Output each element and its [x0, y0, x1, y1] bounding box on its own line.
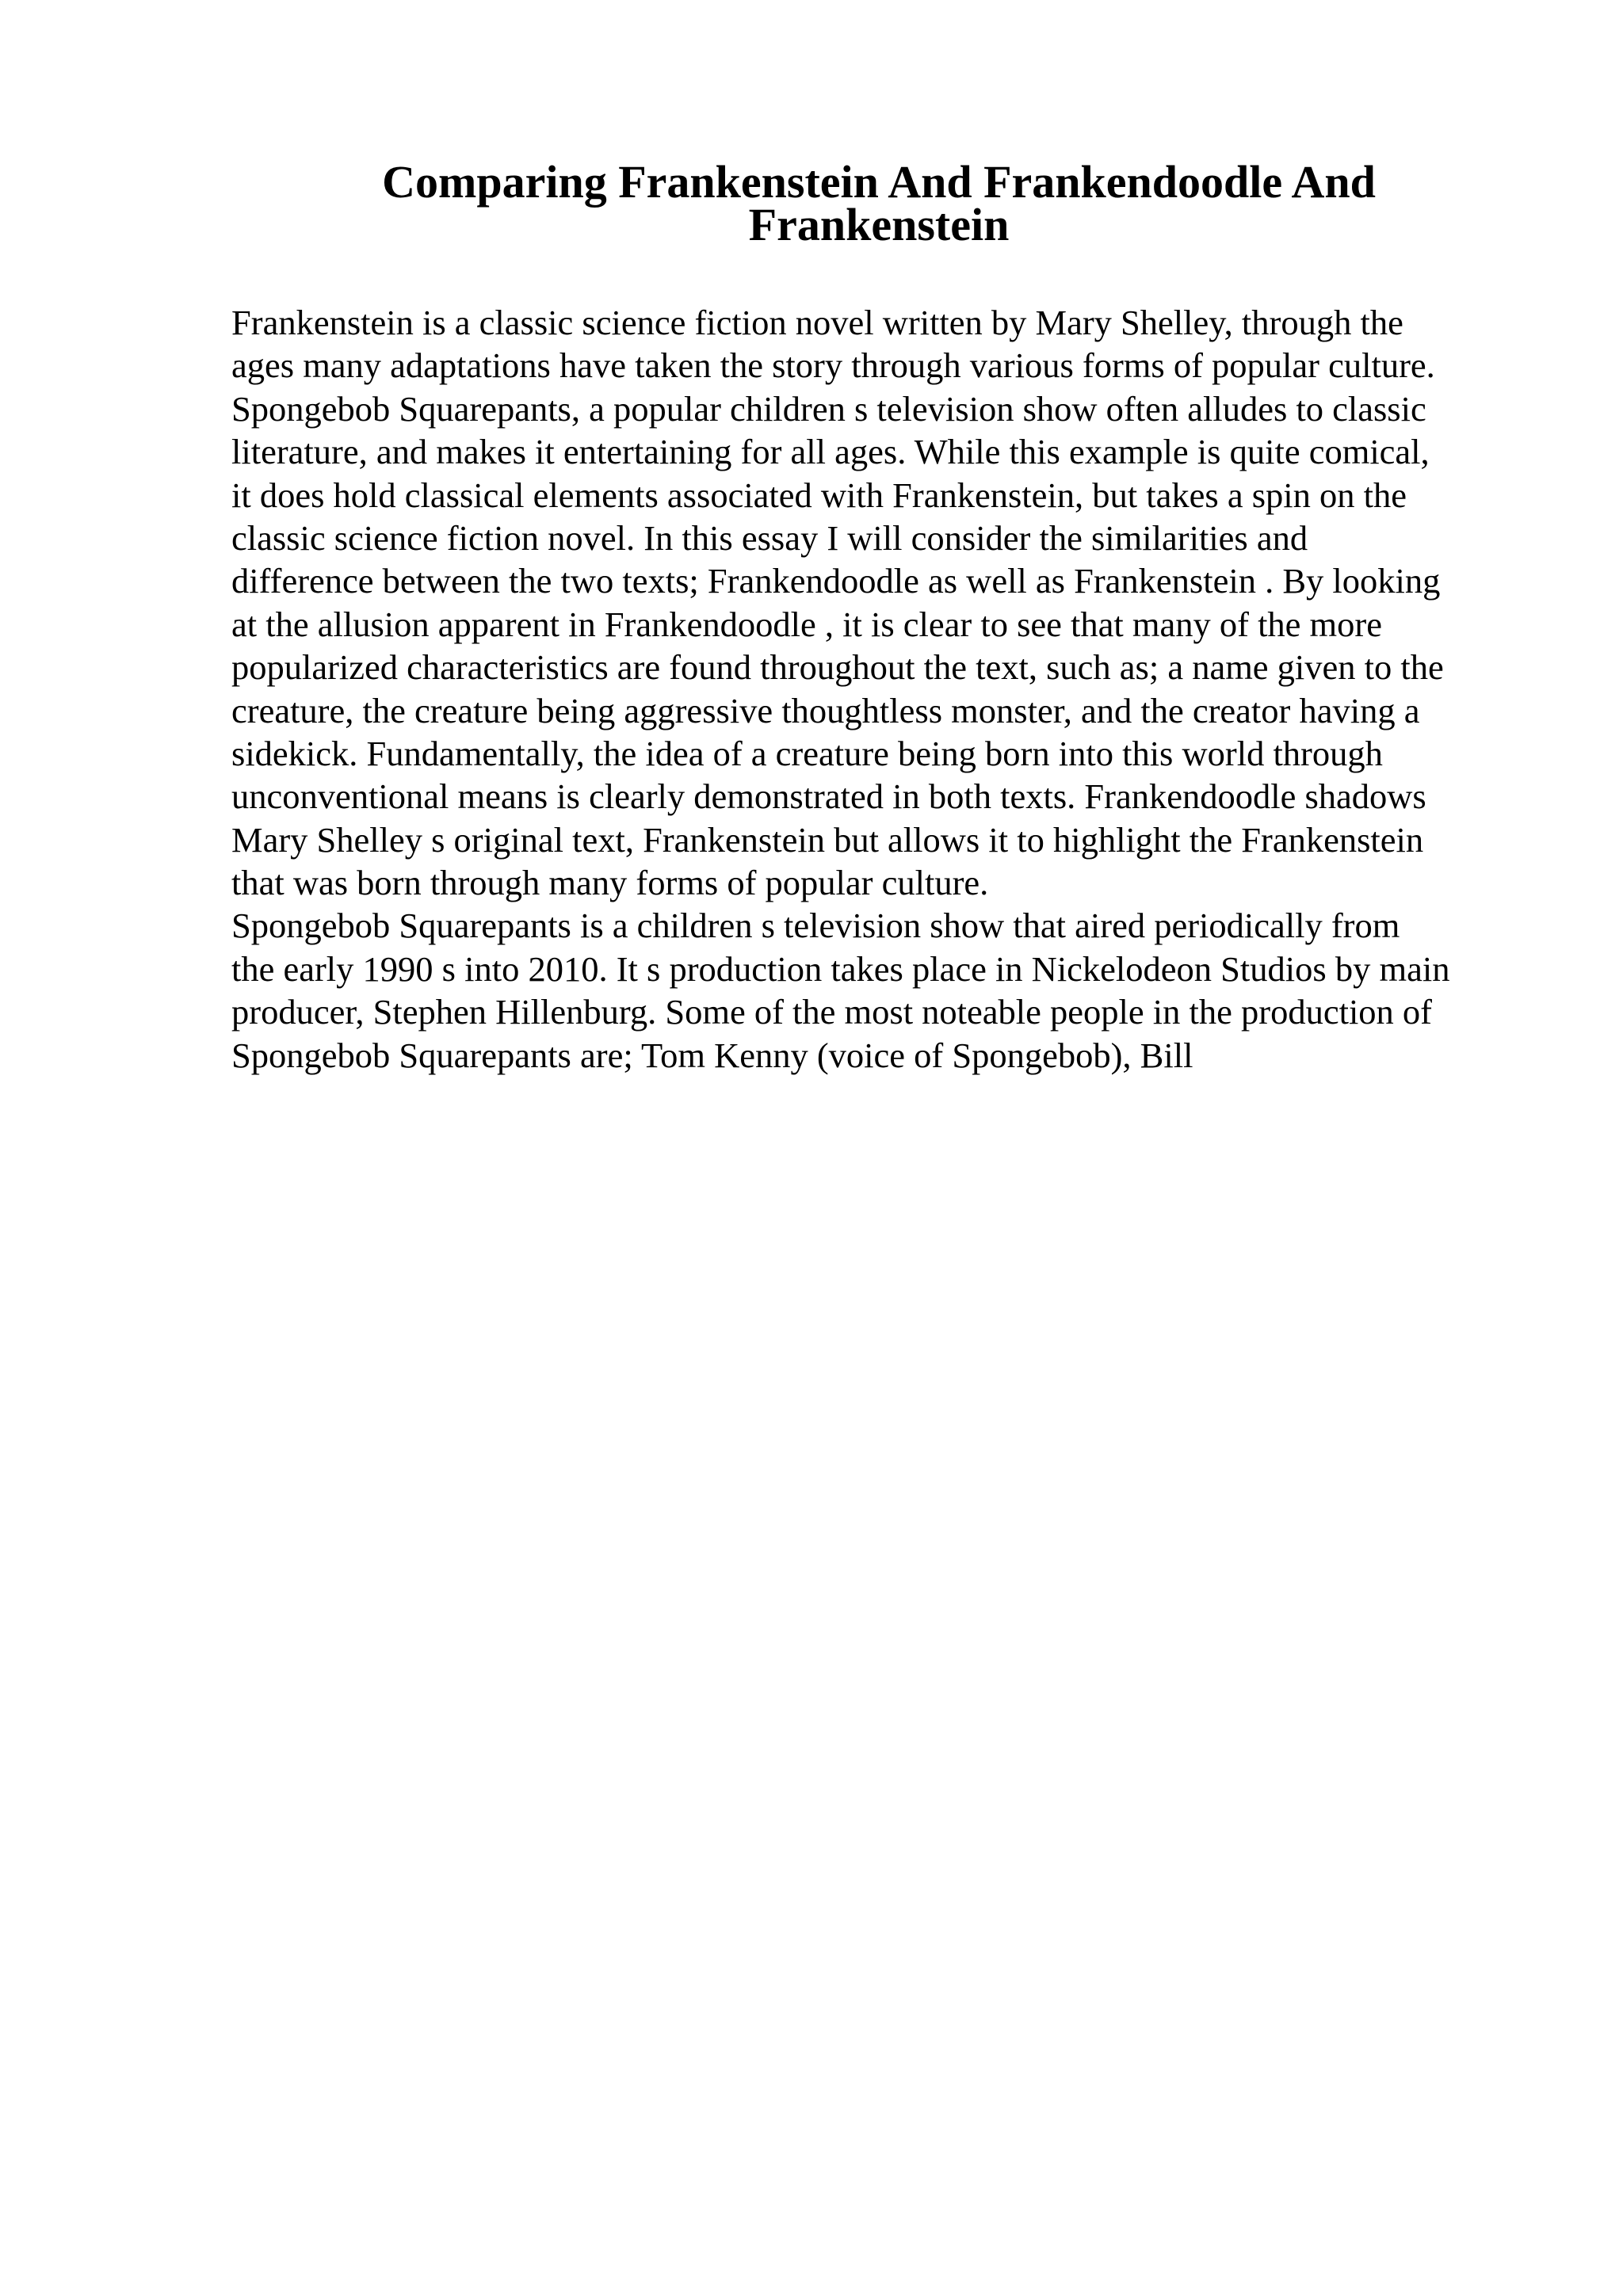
body-line: literature, and makes it entertaining for all ages. While this example is quite comical,	[231, 432, 1430, 472]
body-line: Spongebob Squarepants, a popular children s television show often alludes to classic	[231, 388, 1426, 429]
body-line: classic science fiction novel. In this essay I will consider the similarities and	[231, 517, 1308, 558]
body-line: Spongebob Squarepants is a children s television show that aired periodically from	[231, 906, 1400, 946]
body-line: the early 1990 s into 2010. It s production takes place in Nickelodeon Studios by main	[231, 948, 1450, 989]
body-line: sidekick. Fundamentally, the idea of a creature being born into this world through	[231, 733, 1383, 773]
page-title	[231, 154, 1526, 251]
body-line: creature, the creature being aggressive thoughtless monster, and the creator having a	[231, 690, 1420, 730]
body-line: ages many adaptations have taken the story through various forms of popular culture.	[231, 345, 1435, 386]
body-line: popularized characteristics are found throughout the text, such as; a name given to the	[231, 647, 1444, 688]
essay-body	[231, 301, 1526, 1077]
body-line: that was born through many forms of popular culture.	[231, 863, 989, 903]
body-line: Frankenstein is a classic science fiction novel written by Mary Shelley, through the	[231, 303, 1403, 342]
title-line: Frankenstein	[748, 199, 1010, 251]
body-line: producer, Stephen Hillenburg. Some of the most noteable people in the production of	[231, 992, 1432, 1032]
title-line: Comparing Frankenstein And Frankendoodle And	[382, 156, 1376, 208]
body-line: Mary Shelley s original text, Frankenstein but allows it to highlight the Frankenstein	[231, 819, 1424, 860]
body-line: at the allusion apparent in Frankendoodle , it is clear to see that many of the more	[231, 604, 1382, 644]
body-line: unconventional means is clearly demonstrated in both texts. Frankendoodle shadows	[231, 776, 1426, 817]
body-line: it does hold classical elements associated with Frankenstein, but takes a spin on the	[231, 475, 1407, 515]
body-line: difference between the two texts; Frankendoodle as well as Frankenstein . By looking	[231, 561, 1441, 601]
body-line: Spongebob Squarepants are; Tom Kenny (voice of Spongebob), Bill	[231, 1035, 1193, 1075]
